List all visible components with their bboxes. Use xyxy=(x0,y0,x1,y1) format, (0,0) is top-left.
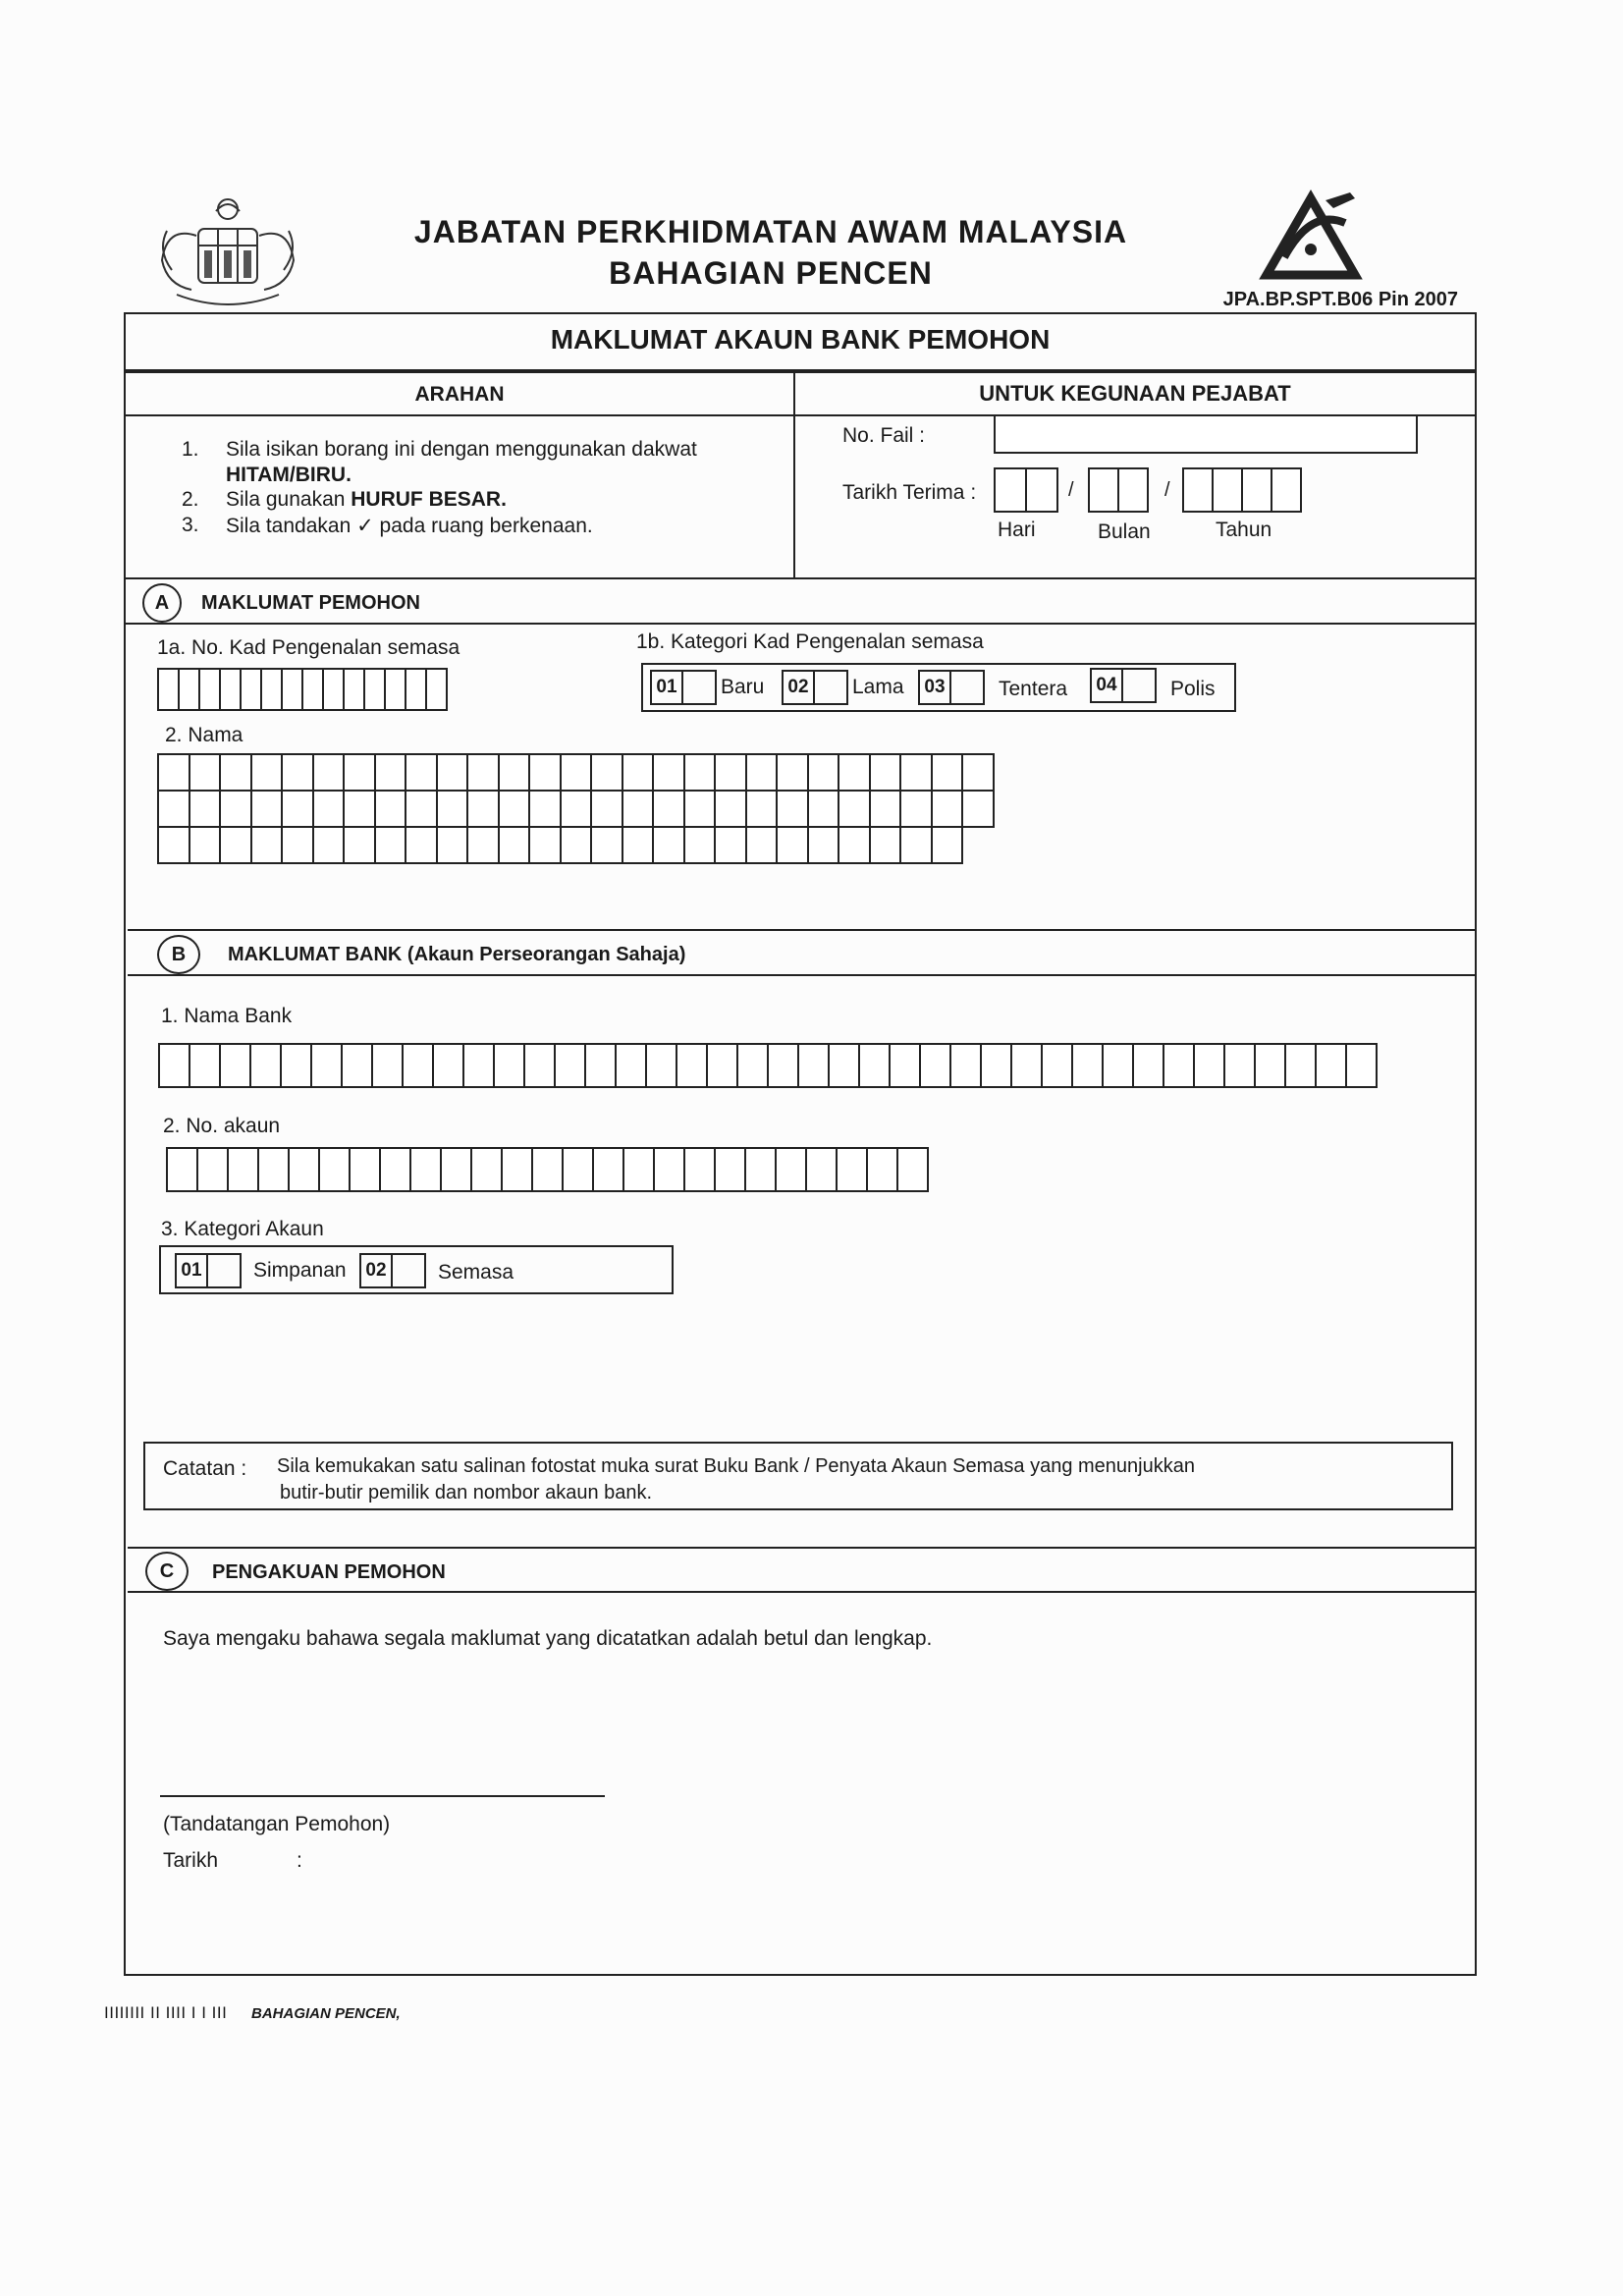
character-box[interactable] xyxy=(281,826,314,864)
character-box[interactable] xyxy=(622,1147,655,1192)
date-digit-box[interactable] xyxy=(994,467,1027,513)
character-box[interactable] xyxy=(402,1043,434,1088)
character-box[interactable] xyxy=(560,753,593,792)
character-box[interactable] xyxy=(683,790,717,828)
account-category-semasa-option[interactable] xyxy=(359,1253,426,1288)
character-box[interactable] xyxy=(869,826,902,864)
divider xyxy=(124,371,1477,373)
received-date-label: Tarikh Terima : xyxy=(842,481,977,504)
character-box[interactable] xyxy=(1071,1043,1104,1088)
character-box[interactable] xyxy=(736,1043,769,1088)
character-box[interactable] xyxy=(157,826,190,864)
character-box[interactable] xyxy=(280,1043,312,1088)
received-date-year-field[interactable] xyxy=(1182,467,1300,513)
file-no-label: No. Fail : xyxy=(842,424,926,447)
character-box[interactable] xyxy=(425,668,448,711)
character-box[interactable] xyxy=(560,790,593,828)
account-category-code: 02 xyxy=(359,1253,393,1288)
ic-category-code: 04 xyxy=(1090,668,1123,703)
character-box[interactable] xyxy=(189,1043,221,1088)
ic-category-checkbox[interactable] xyxy=(951,670,985,705)
instruction-1-num: 1. xyxy=(182,438,199,461)
name-field-row[interactable] xyxy=(157,790,993,828)
section-b-badge: B xyxy=(157,935,200,974)
character-box[interactable] xyxy=(198,668,221,711)
character-box[interactable] xyxy=(158,1043,190,1088)
ic-category-label: 1b. Kategori Kad Pengenalan semasa xyxy=(636,630,984,653)
character-box[interactable] xyxy=(312,790,346,828)
character-box[interactable] xyxy=(312,826,346,864)
character-box[interactable] xyxy=(157,753,190,792)
character-box[interactable] xyxy=(343,668,365,711)
character-box[interactable] xyxy=(157,790,190,828)
ic-category-baru-option[interactable] xyxy=(650,670,717,705)
character-box[interactable] xyxy=(683,1147,716,1192)
character-box[interactable] xyxy=(899,790,933,828)
account-category-code: 01 xyxy=(175,1253,208,1288)
character-box[interactable] xyxy=(405,668,427,711)
day-label: Hari xyxy=(998,519,1036,541)
character-box[interactable] xyxy=(250,753,284,792)
character-box[interactable] xyxy=(436,790,469,828)
date-digit-box[interactable] xyxy=(1088,467,1119,513)
character-box[interactable] xyxy=(590,753,623,792)
character-box[interactable] xyxy=(714,790,747,828)
character-box[interactable] xyxy=(363,668,386,711)
character-box[interactable] xyxy=(240,668,262,711)
instruction-2-text: Sila gunakan HURUF BESAR. xyxy=(226,488,507,511)
character-box[interactable] xyxy=(745,753,779,792)
character-box[interactable] xyxy=(592,1147,624,1192)
character-box[interactable] xyxy=(1284,1043,1317,1088)
character-box[interactable] xyxy=(889,1043,921,1088)
character-box[interactable] xyxy=(523,1043,556,1088)
character-box[interactable] xyxy=(683,753,717,792)
character-box[interactable] xyxy=(590,826,623,864)
divider xyxy=(124,577,1477,579)
character-box[interactable] xyxy=(343,753,376,792)
instruction-3-num: 3. xyxy=(182,514,199,536)
character-box[interactable] xyxy=(562,1147,594,1192)
character-box[interactable] xyxy=(349,1147,381,1192)
divider xyxy=(128,1591,1477,1593)
date-digit-box[interactable] xyxy=(1182,467,1214,513)
file-no-field[interactable] xyxy=(994,414,1418,454)
character-box[interactable] xyxy=(498,790,531,828)
character-box[interactable] xyxy=(166,1147,198,1192)
character-box[interactable] xyxy=(178,668,200,711)
character-box[interactable] xyxy=(1345,1043,1378,1088)
character-box[interactable] xyxy=(189,826,222,864)
character-box[interactable] xyxy=(1254,1043,1286,1088)
signature-line[interactable] xyxy=(160,1795,605,1797)
character-box[interactable] xyxy=(836,1147,868,1192)
character-box[interactable] xyxy=(584,1043,617,1088)
instruction-2-num: 2. xyxy=(182,488,199,511)
instruction-3-text: Sila tandakan ✓ pada ruang berkenaan. xyxy=(226,515,593,537)
character-box[interactable] xyxy=(260,668,283,711)
character-box[interactable] xyxy=(676,1043,708,1088)
ic-number-field[interactable] xyxy=(157,668,446,711)
character-box[interactable] xyxy=(858,1043,891,1088)
character-box[interactable] xyxy=(498,826,531,864)
character-box[interactable] xyxy=(745,826,779,864)
character-box[interactable] xyxy=(528,790,562,828)
character-box[interactable] xyxy=(531,1147,564,1192)
character-box[interactable] xyxy=(250,790,284,828)
character-box[interactable] xyxy=(466,753,500,792)
character-box[interactable] xyxy=(828,1043,860,1088)
date-digit-box[interactable] xyxy=(1025,467,1058,513)
character-box[interactable] xyxy=(931,753,964,792)
character-box[interactable] xyxy=(1041,1043,1073,1088)
date-separator: / xyxy=(1068,479,1074,501)
character-box[interactable] xyxy=(1223,1043,1256,1088)
account-number-field[interactable] xyxy=(166,1147,927,1192)
division-name: BAHAGIAN PENCEN xyxy=(609,255,933,291)
character-box[interactable] xyxy=(1102,1043,1134,1088)
character-box[interactable] xyxy=(501,1147,533,1192)
footer-text: BAHAGIAN PENCEN, xyxy=(251,2005,401,2022)
character-box[interactable] xyxy=(652,753,685,792)
section-a-title: MAKLUMAT PEMOHON xyxy=(201,592,420,614)
name-label: 2. Nama xyxy=(165,724,243,746)
character-box[interactable] xyxy=(622,826,655,864)
character-box[interactable] xyxy=(622,753,655,792)
character-box[interactable] xyxy=(405,826,438,864)
character-box[interactable] xyxy=(775,1147,807,1192)
character-box[interactable] xyxy=(866,1147,898,1192)
character-box[interactable] xyxy=(1010,1043,1043,1088)
character-box[interactable] xyxy=(312,753,346,792)
character-box[interactable] xyxy=(288,1147,320,1192)
character-box[interactable] xyxy=(560,826,593,864)
character-box[interactable] xyxy=(281,668,303,711)
character-box[interactable] xyxy=(776,753,809,792)
character-box[interactable] xyxy=(899,753,933,792)
character-box[interactable] xyxy=(343,826,376,864)
character-box[interactable] xyxy=(931,826,964,864)
ic-category-code: 03 xyxy=(918,670,951,705)
divider xyxy=(124,623,1477,625)
jpa-logo xyxy=(1257,189,1365,282)
form-left-border xyxy=(124,312,126,1976)
character-box[interactable] xyxy=(899,826,933,864)
character-box[interactable] xyxy=(374,826,407,864)
character-box[interactable] xyxy=(745,790,779,828)
character-box[interactable] xyxy=(528,826,562,864)
date-digit-box[interactable] xyxy=(1271,467,1302,513)
character-box[interactable] xyxy=(1132,1043,1164,1088)
character-box[interactable] xyxy=(249,1043,282,1088)
character-box[interactable] xyxy=(281,790,314,828)
character-box[interactable] xyxy=(744,1147,777,1192)
character-box[interactable] xyxy=(807,826,840,864)
character-box[interactable] xyxy=(590,790,623,828)
received-date-day-field[interactable] xyxy=(994,467,1056,513)
character-box[interactable] xyxy=(498,753,531,792)
character-box[interactable] xyxy=(227,1147,259,1192)
character-box[interactable] xyxy=(466,790,500,828)
character-box[interactable] xyxy=(776,790,809,828)
character-box[interactable] xyxy=(281,753,314,792)
date-digit-box[interactable] xyxy=(1212,467,1243,513)
character-box[interactable] xyxy=(949,1043,982,1088)
name-field-row[interactable] xyxy=(157,826,961,864)
character-box[interactable] xyxy=(980,1043,1012,1088)
account-category-label: 3. Kategori Akaun xyxy=(161,1218,324,1240)
note-text-line-2: butir-butir pemilik dan nombor akaun bank. xyxy=(280,1482,653,1503)
character-box[interactable] xyxy=(405,753,438,792)
character-box[interactable] xyxy=(219,1043,251,1088)
account-category-label-semasa: Semasa xyxy=(438,1261,514,1284)
character-box[interactable] xyxy=(554,1043,586,1088)
character-box[interactable] xyxy=(257,1147,290,1192)
character-box[interactable] xyxy=(838,826,871,864)
character-box[interactable] xyxy=(896,1147,929,1192)
character-box[interactable] xyxy=(714,1147,746,1192)
malaysia-coat-of-arms-logo xyxy=(147,191,309,314)
character-box[interactable] xyxy=(869,753,902,792)
character-box[interactable] xyxy=(838,790,871,828)
character-box[interactable] xyxy=(219,753,252,792)
character-box[interactable] xyxy=(807,753,840,792)
account-category-checkbox[interactable] xyxy=(208,1253,242,1288)
instruction-1-text-continued: HITAM/BIRU. xyxy=(226,464,352,486)
divider xyxy=(128,929,1477,931)
signature-label: (Tandatangan Pemohon) xyxy=(163,1813,391,1835)
ic-category-polis-option[interactable] xyxy=(1090,668,1157,703)
account-category-label-simpanan: Simpanan xyxy=(253,1259,347,1282)
character-box[interactable] xyxy=(1163,1043,1195,1088)
footer-barcode: IIIIIIII II IIII I I III xyxy=(104,2003,228,2022)
ic-category-label-baru: Baru xyxy=(721,676,765,698)
character-box[interactable] xyxy=(219,826,252,864)
character-box[interactable] xyxy=(714,826,747,864)
date-label: Tarikh xyxy=(163,1849,219,1872)
character-box[interactable] xyxy=(322,668,345,711)
character-box[interactable] xyxy=(466,826,500,864)
character-box[interactable] xyxy=(652,790,685,828)
ic-category-code: 02 xyxy=(782,670,815,705)
character-box[interactable] xyxy=(805,1147,838,1192)
character-box[interactable] xyxy=(189,753,222,792)
character-box[interactable] xyxy=(462,1043,495,1088)
character-box[interactable] xyxy=(374,753,407,792)
account-category-checkbox[interactable] xyxy=(393,1253,426,1288)
character-box[interactable] xyxy=(493,1043,525,1088)
note-text-line-1: Sila kemukakan satu salinan fotostat muka surat Buku Bank / Penyata Akaun Semasa yang menunjukkan xyxy=(277,1455,1195,1477)
character-box[interactable] xyxy=(371,1043,404,1088)
character-box[interactable] xyxy=(767,1043,799,1088)
ic-category-checkbox[interactable] xyxy=(1123,668,1157,703)
ic-category-tentera-option[interactable] xyxy=(918,670,985,705)
account-category-simpanan-option[interactable] xyxy=(175,1253,242,1288)
date-colon: : xyxy=(297,1849,302,1872)
character-box[interactable] xyxy=(919,1043,951,1088)
divider xyxy=(128,974,1477,976)
character-box[interactable] xyxy=(961,753,995,792)
character-box[interactable] xyxy=(683,826,717,864)
character-box[interactable] xyxy=(189,790,222,828)
character-box[interactable] xyxy=(470,1147,503,1192)
character-box[interactable] xyxy=(318,1147,351,1192)
character-box[interactable] xyxy=(310,1043,343,1088)
ic-category-checkbox[interactable] xyxy=(683,670,717,705)
character-box[interactable] xyxy=(706,1043,738,1088)
character-box[interactable] xyxy=(219,790,252,828)
character-box[interactable] xyxy=(528,753,562,792)
character-box[interactable] xyxy=(838,753,871,792)
note-label: Catatan : xyxy=(163,1457,247,1480)
character-box[interactable] xyxy=(1315,1043,1347,1088)
instructions-title: ARAHAN xyxy=(414,383,505,406)
year-label: Tahun xyxy=(1216,519,1272,541)
character-box[interactable] xyxy=(436,753,469,792)
character-box[interactable] xyxy=(157,668,180,711)
date-digit-box[interactable] xyxy=(1241,467,1272,513)
character-box[interactable] xyxy=(432,1043,464,1088)
character-box[interactable] xyxy=(379,1147,411,1192)
character-box[interactable] xyxy=(645,1043,677,1088)
section-a-badge: A xyxy=(142,583,182,623)
received-date-month-field[interactable] xyxy=(1088,467,1147,513)
divider xyxy=(128,1547,1477,1549)
ic-category-label-tentera: Tentera xyxy=(999,678,1068,700)
character-box[interactable] xyxy=(196,1147,229,1192)
character-box[interactable] xyxy=(807,790,840,828)
agency-name: JABATAN PERKHIDMATAN AWAM MALAYSIA xyxy=(413,214,1128,249)
character-box[interactable] xyxy=(440,1147,472,1192)
character-box[interactable] xyxy=(622,790,655,828)
bank-name-field[interactable] xyxy=(158,1043,1376,1088)
character-box[interactable] xyxy=(652,826,685,864)
character-box[interactable] xyxy=(219,668,242,711)
character-box[interactable] xyxy=(374,790,407,828)
character-box[interactable] xyxy=(869,790,902,828)
bank-name-label: 1. Nama Bank xyxy=(161,1005,293,1027)
character-box[interactable] xyxy=(961,790,995,828)
character-box[interactable] xyxy=(343,790,376,828)
ic-category-code: 01 xyxy=(650,670,683,705)
character-box[interactable] xyxy=(409,1147,442,1192)
form-bottom-border xyxy=(124,1974,1477,1976)
form-code: JPA.BP.SPT.B06 Pin 2007 xyxy=(1222,289,1458,310)
character-box[interactable] xyxy=(1193,1043,1225,1088)
instruction-1-text: Sila isikan borang ini dengan menggunakan dakwat xyxy=(226,438,697,461)
form-title: MAKLUMAT AKAUN BANK PEMOHON xyxy=(550,324,1051,355)
character-box[interactable] xyxy=(797,1043,830,1088)
ic-number-label: 1a. No. Kad Pengenalan semasa xyxy=(157,636,460,659)
character-box[interactable] xyxy=(931,790,964,828)
account-number-label: 2. No. akaun xyxy=(163,1115,281,1137)
character-box[interactable] xyxy=(384,668,406,711)
ic-category-checkbox[interactable] xyxy=(815,670,848,705)
character-box[interactable] xyxy=(776,826,809,864)
declaration-text: Saya mengaku bahawa segala maklumat yang dicatatkan adalah betul dan lengkap. xyxy=(163,1627,933,1650)
character-box[interactable] xyxy=(250,826,284,864)
character-box[interactable] xyxy=(653,1147,685,1192)
character-box[interactable] xyxy=(436,826,469,864)
ic-category-label-polis: Polis xyxy=(1170,678,1216,700)
form-right-border xyxy=(1475,312,1477,1976)
ic-category-lama-option[interactable] xyxy=(782,670,848,705)
section-b-title: MAKLUMAT BANK (Akaun Perseorangan Sahaja) xyxy=(228,944,686,965)
character-box[interactable] xyxy=(714,753,747,792)
name-field-row[interactable] xyxy=(157,753,993,792)
character-box[interactable] xyxy=(301,668,324,711)
month-label: Bulan xyxy=(1098,520,1151,543)
office-use-title: UNTUK KEGUNAAN PEJABAT xyxy=(979,381,1291,406)
instruction-2-emphasis: HURUF BESAR. xyxy=(351,488,507,511)
character-box[interactable] xyxy=(405,790,438,828)
date-separator: / xyxy=(1164,479,1170,501)
character-box[interactable] xyxy=(615,1043,647,1088)
section-c-badge: C xyxy=(145,1552,189,1591)
date-digit-box[interactable] xyxy=(1117,467,1149,513)
character-box[interactable] xyxy=(341,1043,373,1088)
section-c-title: PENGAKUAN PEMOHON xyxy=(212,1561,446,1583)
ic-category-label-lama: Lama xyxy=(852,676,904,698)
